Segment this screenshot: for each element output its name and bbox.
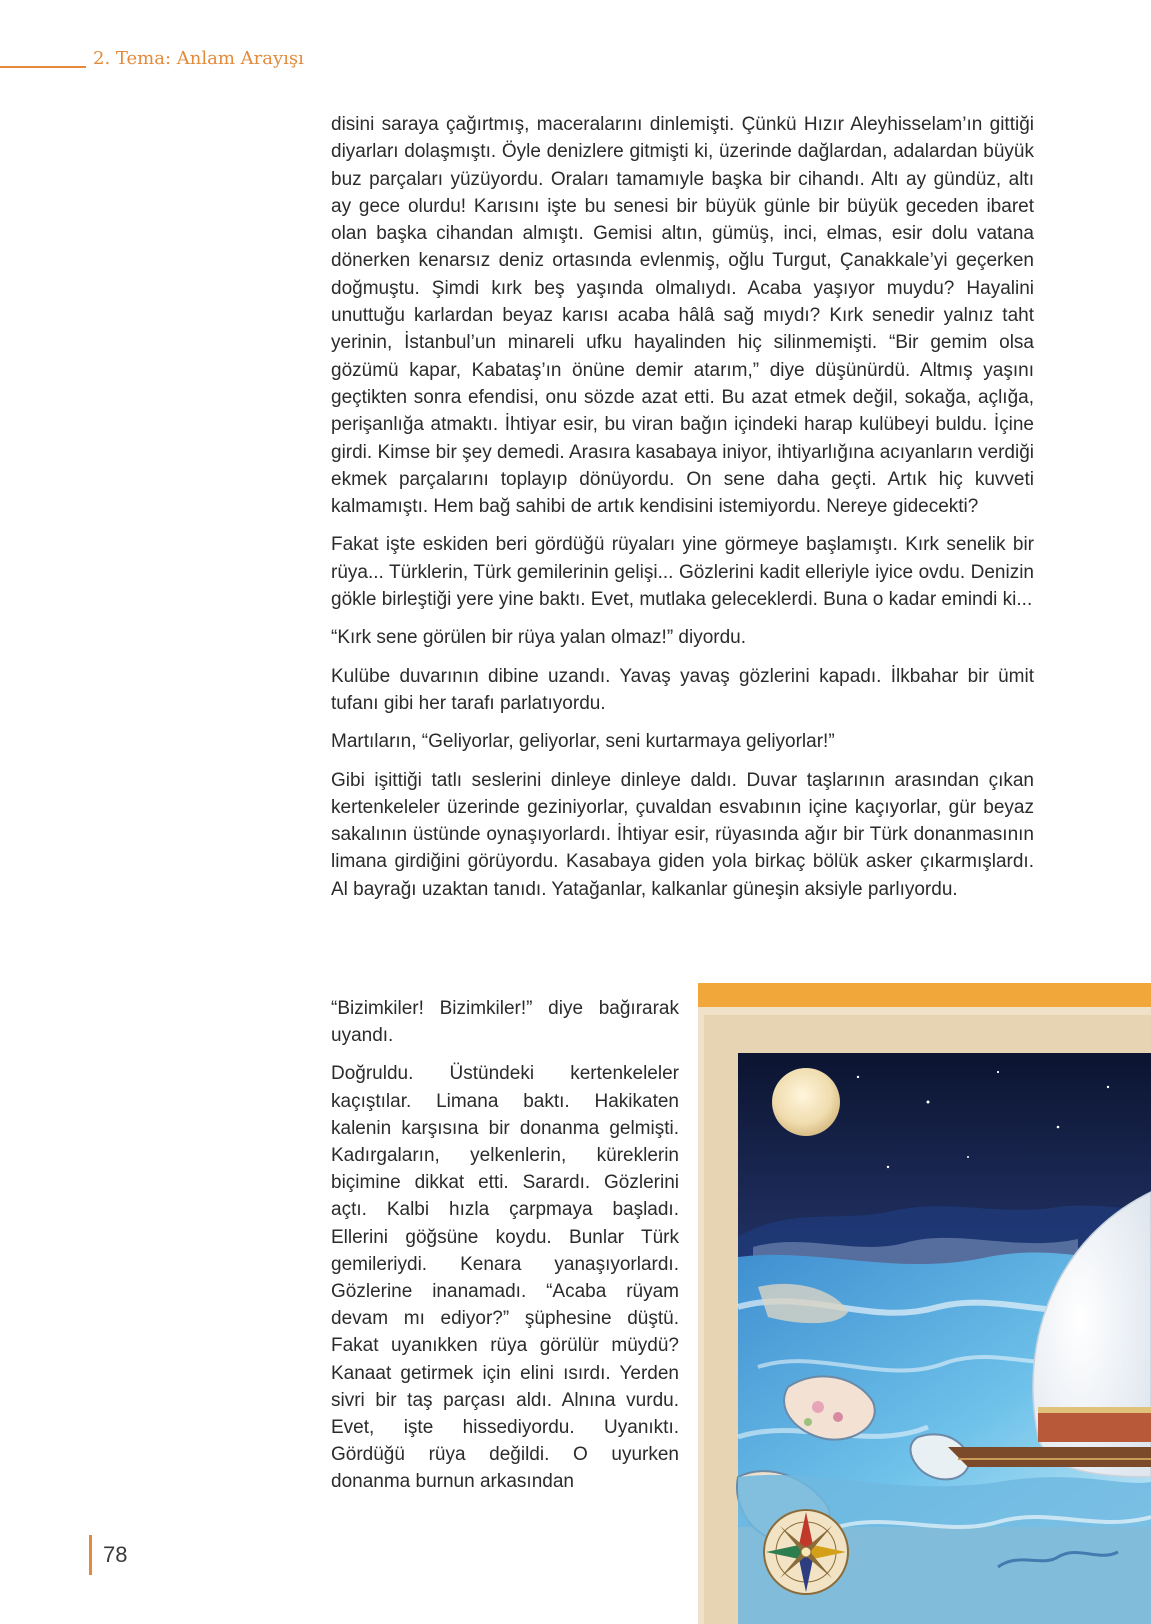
figure-accent-bar [698, 983, 1151, 1007]
paragraph: Gibi işittiği tatlı seslerini dinleye dinleye daldı. Duvar taşlarının arasından çıkan kertenkeleler üzerinde geziniyorlar, çuvaldan esvabının içine kaçıyorlar, gür beyaz sakalının üstünde oynaşıyorlardı. İhtiyar esir, rüyasında ağır bir Türk donanmasının limana girdiğini görüyordu. Kasabaya giden yola birkaç bölük asker çıkarmışlardı. Al bayrağı uzaktan tanıdı. Yatağanlar, kalkanlar güneşin aksiyle parlıyordu. [331, 769, 1034, 900]
page-number-rule [89, 1535, 92, 1575]
illustration-art [698, 1007, 1151, 1624]
paragraph: Fakat işte eskiden beri gördüğü rüyaları yine görmeye başlamıştı. Kırk senelik bir rüya... Türklerin, Türk gemilerinin gelişi... Gözlerini kadit elleriyle iyice ovdu. Denizin gökle birleştiği yere yine baktı. Evet, mutlaka geleceklerdi. Buna o kadar emindi ki... [331, 534, 1034, 611]
paragraph: Martıların, “Geliyorlar, geliyorlar, seni kurtarmaya geliyorlar!” [331, 731, 835, 753]
compass-rose [764, 1510, 848, 1594]
paragraph: “Kırk sene görülen bir rüya yalan olmaz!” diyordu. [331, 627, 747, 649]
chapter-title: 2. Tema: Anlam Arayışı [93, 48, 304, 69]
page-number: 78 [103, 1542, 128, 1567]
header-rule [0, 66, 86, 68]
paragraph: Kulübe duvarının dibine uzandı. Yavaş yavaş gözlerini kapadı. İlkbahar bir ümit tufanı gibi her tarafı parlatıyordu. [331, 665, 1034, 714]
full-moon [772, 1068, 840, 1136]
side-text-column [331, 995, 679, 1507]
paragraph: disini saraya çağırtmış, maceralarını dinlemişti. Çünkü Hızır Aleyhisselam’ın gittiği diyarları dolaşmıştı. Öyle denizlere gitmişti ki, üzerinde dağlardan, adalardan büyük buz parçaları yüzüyordu. Oraları tamamıyle başka bir cihandı. Altı ay gündüz, altı ay gece olurdu! Karısını işte bu senesi bir büyük günle bir büyük geceden ibaret olan başka cihandan almıştı. Gemisi altın, gümüş, inci, elmas, esir dolu vatana dönerken kenarsız deniz ortasında evlenmiş, oğlu Turgut, Çanakkale’yi geçerken doğmuştu. Şimdi kırk beş yaşında olmalıydı. Acaba yaşıyor muydu? Hayalini unuttuğu karlardan beyaz karısı acaba hâlâ sağ mıydı? Kırk senedir yalnız taht yerinin, İstanbul’un minareli ufku hayalinden hiç silinmemişti. “Bir gemim olsa gözümü kapar, Kabataş’ın önüne demir atarım,” diye düşünürdü. Altmış yaşını geçtikten sonra efendisi, onu sözde azat etti. Bu azat etmek değil, sokağa, açlığa, perişanlığa atmaktı. İhtiyar esir, bu viran bağın içindeki harap kulübeyi buldu. İçine girdi. Kimse bir şey demedi. Arasıra kasabaya iniyor, ihtiyarlığına acıyanların verdiği ekmek parçalarını toplayıp dönüyordu. On sene daha geçti. Artık hiç kuvveti kalmamıştı. Hem bağ sahibi de artık kendisini istemiyordu. Nereye gidecekti? [331, 114, 1034, 518]
illustration [698, 1007, 1151, 1624]
paragraph: Doğruldu. Üstündeki kertenkeleler kaçıştılar. Limana baktı. Hakikaten kalenin karşısına bir donanma gelmişti. Kadırgaların, yelkenlerin, küreklerin biçimine dikkat etti. Sarardı. Gözlerini açtı. Kalbi hızla çarpmaya başladı. Ellerini göğsüne koydu. Bunlar Türk gemileriydi. Kenara yanaşıyorlardı. Gözlerine inanamadı. “Acaba rüyam devam mı ediyor?” şüphesine düştü. Fakat uyanıkken rüya görülür müydü? Kanaat getirmek için elini ısırdı. Yerden sivri bir taş parçası aldı. Alnına vurdu. Evet, işte hissediyordu. Uyanıktı. Gördüğü rüya değildi. O uyurken donanma burnun arkasından [331, 1063, 679, 1493]
paragraph: “Bizimkiler! Bizimkiler!” diye bağırarak uyandı. [331, 998, 679, 1047]
main-text-column [331, 111, 1034, 914]
